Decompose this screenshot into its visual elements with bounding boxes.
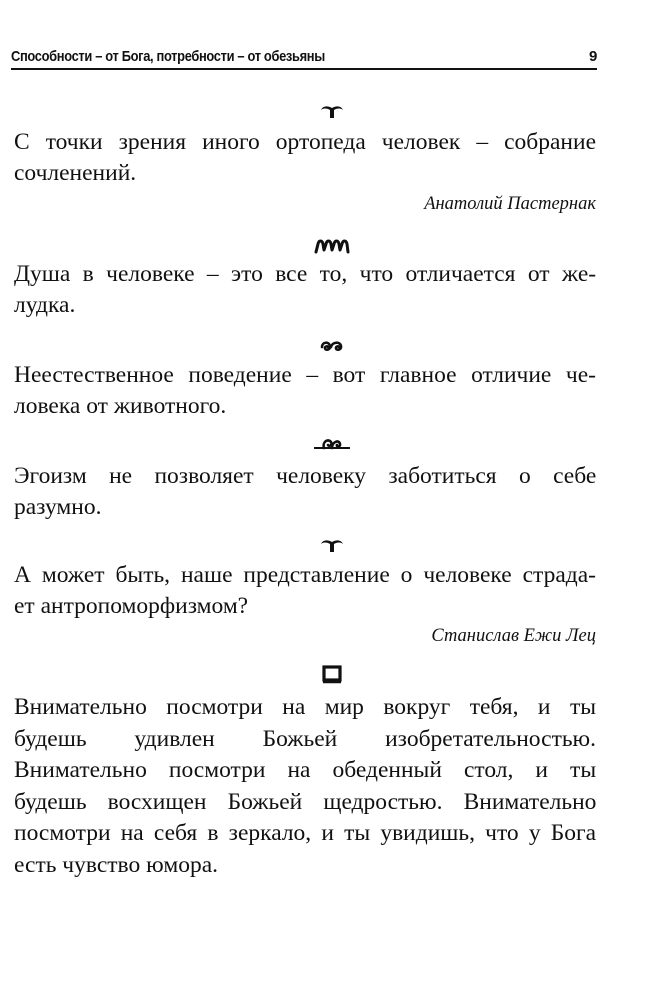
aphorism-line: лудка. — [14, 292, 76, 318]
tau-ornament-icon — [0, 538, 663, 554]
aphorism-line: сочленений. — [14, 160, 137, 186]
curl-ornament-icon — [0, 436, 663, 452]
aphorism-line: разумно. — [14, 494, 102, 520]
aphorism-line: Внимательно посмотри на обеденный стол, и ты — [14, 757, 597, 783]
aphorism-line: С точки зрения иного ортопеда человек – собрание — [14, 129, 597, 155]
aphorism-3 — [14, 360, 596, 422]
swirl-ornament-icon — [0, 339, 663, 353]
aphorism-5 — [14, 560, 596, 622]
wave-ornament-icon — [0, 238, 663, 254]
aphorism-line: ловека от животного. — [14, 393, 227, 419]
aphorism-line: Неестественное поведение – вот главное отличие че- — [14, 362, 596, 388]
aphorism-line: Эгоизм не позволяет человеку заботиться о себе — [14, 463, 597, 489]
aphorism-1 — [14, 127, 596, 189]
aphorism-line: будешь удивлен Божьей изобретательностью. — [14, 725, 596, 752]
square-ornament-icon — [0, 664, 663, 684]
aphorism-line: ет антропоморфизмом? — [14, 593, 249, 619]
aphorism-line: Внимательно посмотри на мир вокруг тебя, и ты — [14, 694, 597, 720]
running-header — [11, 46, 597, 70]
aphorism-4 — [14, 461, 596, 523]
aphorism-line: А может быть, наше представление о человеке страда- — [14, 562, 596, 588]
aphorism-2 — [14, 259, 596, 321]
author-attribution: Станислав Ежи Лец — [431, 626, 596, 646]
aphorism-line: есть чувство юмора. — [14, 851, 219, 878]
author-attribution: Анатолий Пастернак — [424, 194, 596, 214]
page-number: 9 — [589, 48, 597, 65]
aphorism-6 — [14, 692, 596, 881]
tau-ornament-icon — [0, 104, 663, 120]
aphorism-line: будешь восхищен Божьей щедростью. Внимательно — [14, 788, 597, 815]
aphorism-line: посмотри на себя в зеркало, и ты увидишь, что у Бога — [14, 820, 597, 846]
aphorism-line: Душа в человеке – это все то, что отличается от же- — [14, 261, 597, 287]
running-header-title: Способности – от Бога, потребности – от обезьяны — [11, 48, 325, 65]
